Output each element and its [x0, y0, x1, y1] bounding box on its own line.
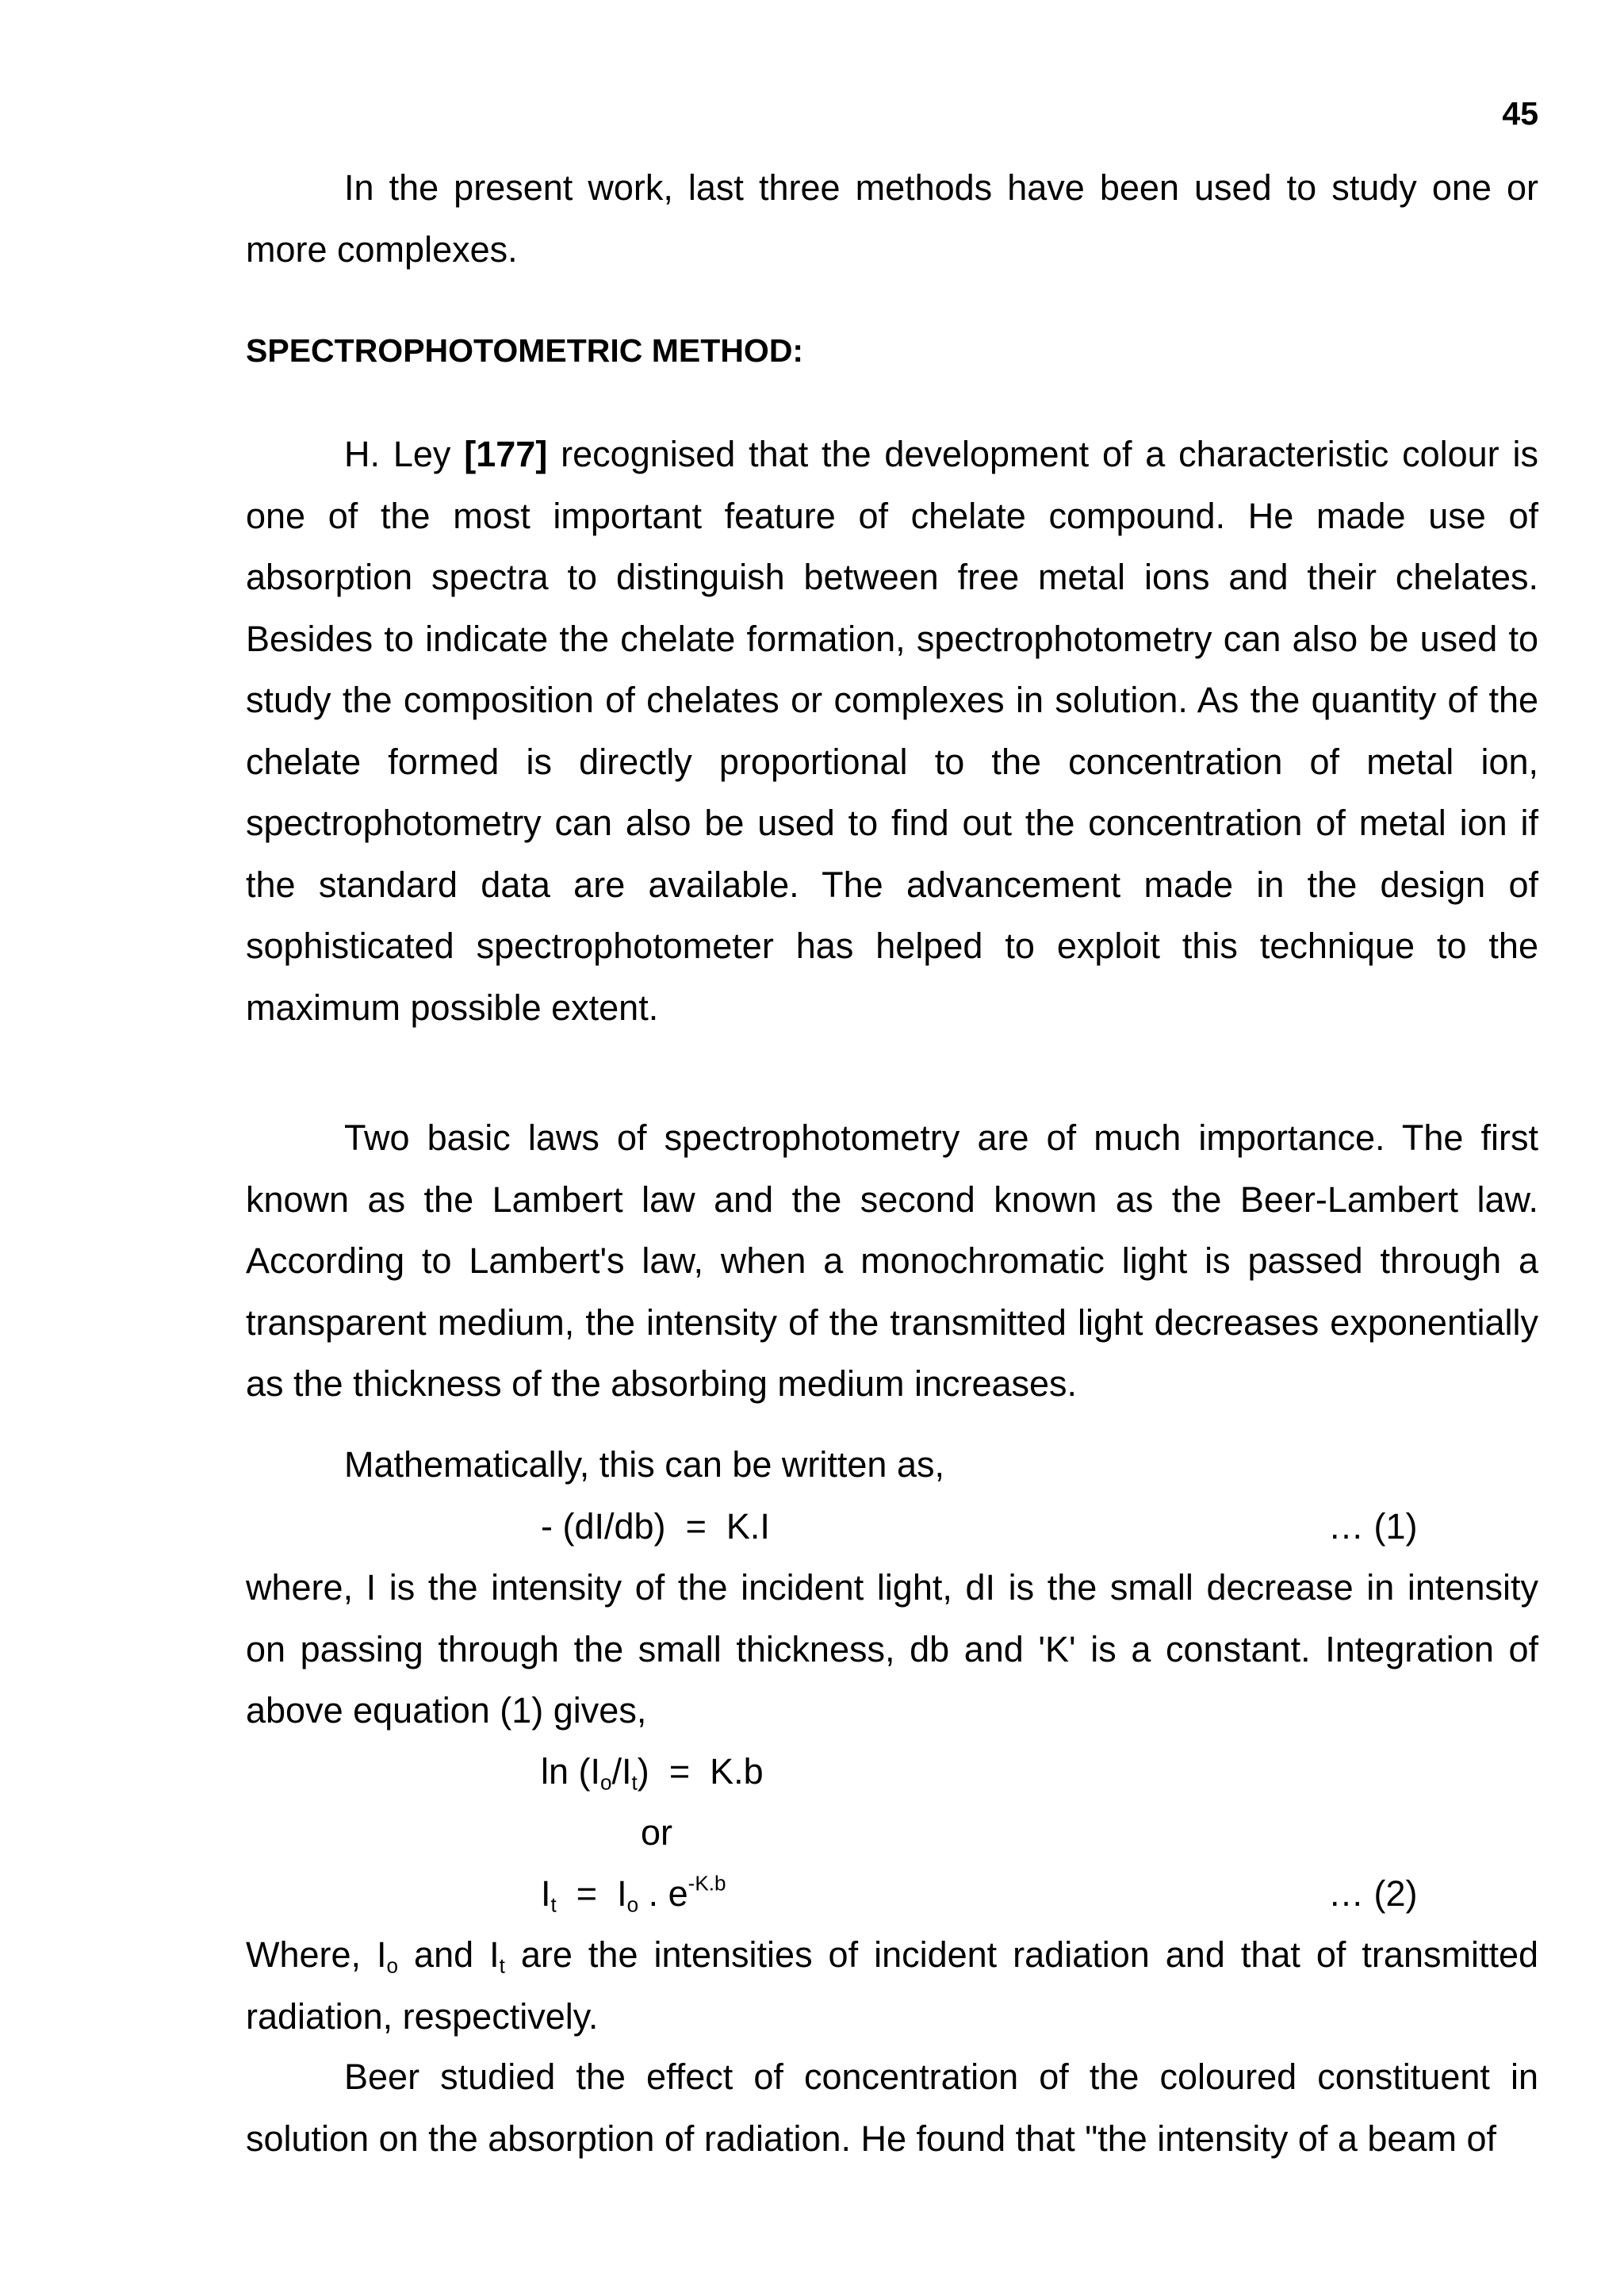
eq2b-sub-o: o	[626, 1892, 639, 1917]
author-name: H. Ley	[344, 434, 451, 474]
beer-text: Beer studied the effect of concentration of the coloured constituent in solution on the absorption of radiation. He found that "the intensity of a beam of	[246, 2056, 1538, 2159]
or-text: or	[641, 1812, 673, 1853]
eq2a-rhs: K.b	[710, 1751, 764, 1792]
eq2b-sub-t: t	[550, 1892, 557, 1917]
equation-2-number: … (2)	[1328, 1873, 1418, 1914]
equation-1-number: … (1)	[1328, 1506, 1418, 1547]
intro-paragraph	[246, 157, 1538, 280]
math-intro: Mathematically, this can be written as,	[344, 1444, 944, 1485]
where2-and: and I	[398, 1934, 500, 1975]
where-paragraph-1	[246, 1557, 1538, 1742]
reference-177: [177]	[464, 434, 548, 474]
intro-text: In the present work, last three methods have been used to study one or more complexes.	[246, 167, 1538, 270]
where2-start: Where, I	[246, 1934, 387, 1975]
ley-paragraph	[246, 424, 1538, 1038]
eq1-equals: =	[685, 1506, 707, 1547]
where2-sub-t: t	[499, 1953, 505, 1978]
eq2a-sub-o: o	[600, 1770, 612, 1795]
eq2a-slash: /I	[611, 1751, 632, 1792]
eq1-lhs: - (dI/db)	[541, 1506, 666, 1547]
eq2a-equals: =	[668, 1751, 691, 1792]
eq1-rhs: K.I	[726, 1506, 770, 1547]
eq2a-sub-t: t	[631, 1770, 638, 1795]
equation-2b	[541, 1863, 726, 1924]
equation-1	[541, 1496, 770, 1557]
laws-paragraph	[246, 1107, 1538, 1415]
eq2a-close: )	[637, 1751, 649, 1792]
section-heading: SPECTROPHOTOMETRIC METHOD:	[246, 332, 804, 369]
eq2b-exp-base: . e	[648, 1873, 688, 1914]
where1-text: where, I is the intensity of the incident light, dI is the small decrease in intensity on passing through the small thickness, db and 'K' is a constant. Integration of above equation (1) gives,	[246, 1567, 1538, 1731]
eq2b-equals: =	[576, 1873, 598, 1914]
where2-rest: are the intensities of incident radiation and that of transmitted radiation, respectively.	[246, 1934, 1539, 2037]
laws-text: Two basic laws of spectrophotometry are of much importance. The first known as the Lambert law and the second known as the Beer-Lambert law. According to Lambert's law, when a monochromatic light is passed through a transparent medium, the intensity of the transmitted light decreases exponentially as the thickness of the absorbing medium increases.	[246, 1117, 1538, 1404]
eq2b-it: I	[541, 1873, 551, 1914]
ley-text: recognised that the development of a characteristic colour is one of the most important feature of chelate compound. He made use of absorption spectra to distinguish between free metal ions and their chelates. Besides to indicate the chelate formation, spectrophotometry can also be used to study the composition of chelates or complexes in solution. As the quantity of the chelate formed is directly proportional to the concentration of metal ion, spectrophotometry can also be used to find out the concentration of metal ion if the standard data are available. The advancement made in the design of sophisticated spectrophotometer has helped to exploit this technique to the maximum possible extent.	[246, 434, 1538, 1028]
where-paragraph-2	[246, 1924, 1538, 2047]
eq2b-io: I	[617, 1873, 627, 1914]
equation-2a	[541, 1741, 764, 1802]
eq2a-ln: ln (I	[541, 1751, 601, 1792]
beer-paragraph	[246, 2046, 1538, 2169]
eq2b-exponent: -K.b	[688, 1871, 726, 1895]
page-number: 45	[1502, 95, 1538, 132]
where2-sub-o: o	[386, 1953, 399, 1978]
